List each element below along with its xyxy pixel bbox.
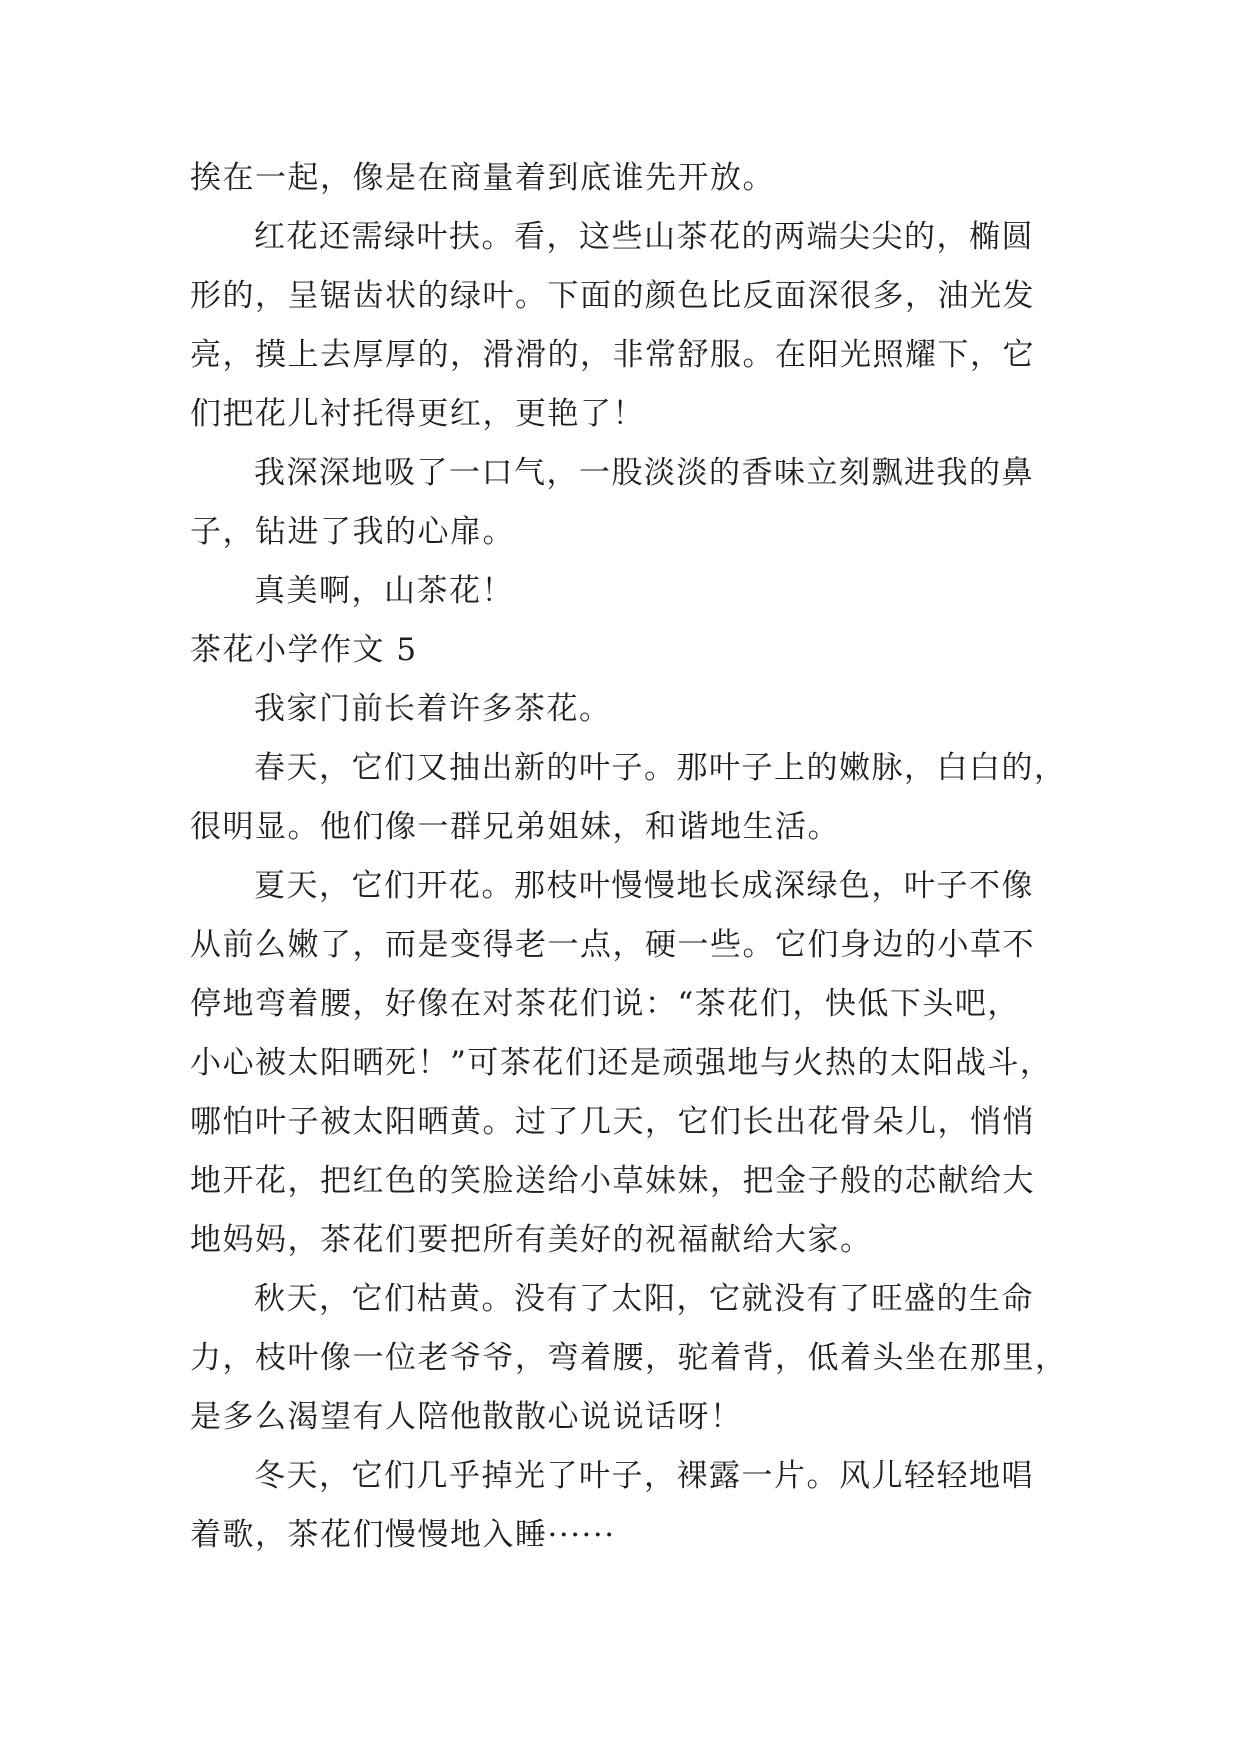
text-line: 们把花儿衬托得更红，更艳了！	[190, 396, 645, 432]
text-line: 是多么渴望有人陪他散散心说说话呀！	[190, 1399, 743, 1435]
text-line: 红花还需绿叶扶。看，这些山茶花的两端尖尖的，椭圆	[254, 219, 1034, 255]
text-line: 真美啊，山茶花！	[254, 573, 514, 609]
text-line: 地开花，把红色的笑脸送给小草妹妹，把金子般的芯献给大	[190, 1163, 1035, 1199]
text-line: 地妈妈，茶花们要把所有美好的祝福献给大家。	[190, 1222, 873, 1258]
text-line: 着歌，茶花们慢慢地入睡······	[190, 1517, 616, 1553]
text-line: 我深深地吸了一口气，一股淡淡的香味立刻飘进我的鼻	[254, 455, 1034, 491]
text-line: 子，钻进了我的心扉。	[190, 514, 515, 550]
text-line: 秋天，它们枯黄。没有了太阳，它就没有了旺盛的生命	[254, 1281, 1034, 1317]
section-heading: 茶花小学作文 5	[190, 632, 418, 668]
text-line: 从前么嫩了，而是变得老一点，硬一些。它们身边的小草不	[190, 927, 1035, 963]
text-line: 挨在一起，像是在商量着到底谁先开放。	[190, 160, 775, 196]
text-line: 夏天，它们开花。那枝叶慢慢地长成深绿色，叶子不像	[254, 868, 1034, 904]
text-line: 小心被太阳晒死！”可茶花们还是顽强地与火热的太阳战斗，	[190, 1045, 1053, 1081]
text-line: 很明显。他们像一群兄弟姐妹，和谐地生活。	[190, 809, 840, 845]
text-line: 亮，摸上去厚厚的，滑滑的，非常舒服。在阳光照耀下，它	[190, 337, 1035, 373]
text-line: 停地弯着腰，好像在对茶花们说：“茶花们，快低下头吧，	[190, 986, 1020, 1022]
text-line: 冬天，它们几乎掉光了叶子，裸露一片。风儿轻轻地唱	[254, 1458, 1034, 1494]
text-line: 我家门前长着许多茶花。	[254, 691, 612, 727]
text-line: 哪怕叶子被太阳晒黄。过了几天，它们长出花骨朵儿，悄悄	[190, 1104, 1035, 1140]
text-line: 力，枝叶像一位老爷爷，弯着腰，驼着背，低着头坐在那里，	[190, 1340, 1068, 1376]
text-line: 形的，呈锯齿状的绿叶。下面的颜色比反面深很多，油光发	[190, 278, 1035, 314]
text-line: 春天，它们又抽出新的叶子。那叶子上的嫩脉，白白的，	[254, 750, 1067, 786]
